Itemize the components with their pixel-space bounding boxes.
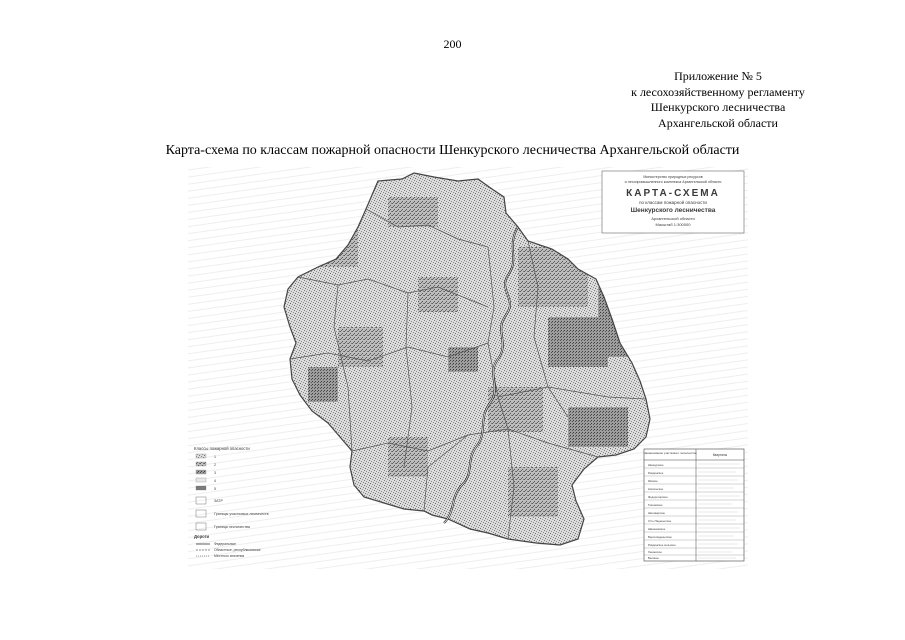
legend-swatch-3 [196,470,206,474]
stamp-org-line1: Министерство природных ресурсов [643,175,703,179]
legend-title: Классы пожарной опасности [194,446,250,451]
appendix-line-4: Архангельской области [658,115,778,130]
fire-hazard-map [188,167,748,569]
table-row-8: Усть-Паденьгское [648,519,672,523]
table-row-12: Ленинское [648,550,662,554]
legend-forestry-boundary: Граница лесничества [214,525,250,529]
table-row-13: Великое [648,556,659,560]
table-row-11: Ровдинское сельское [648,543,676,547]
legend-swatch-1 [196,454,206,458]
table-row-5: Федорогорское [648,495,668,499]
table-row-10: Верхопаденьгское [648,535,672,539]
district-table [644,449,744,561]
legend-road-federal: Федеральные [214,542,236,546]
table-row-9: Шахановское [648,527,666,531]
stamp-org-line2: и лесопромышленного комплекса Архангельской области [624,180,722,184]
stamp-forestry: Шенкурского лесничества [630,207,716,214]
appendix-note [603,69,833,131]
legend-class-5: 5 [214,487,216,491]
legend-class-2: 2 [214,463,216,467]
appendix-line-2: к лесохозяйственному регламенту [631,84,805,99]
legend-district-boundary: Границы участковых лесничеств [214,512,269,516]
table-row-6: Ткачевское [648,503,663,507]
map-stamp [602,171,744,233]
appendix-line-3: Шенкурского лесничества [650,100,786,114]
legend-class-1: 1 [214,455,216,459]
legend-swatch-4 [196,478,206,482]
legend-swatch-2 [196,462,206,466]
document-title: Карта-схема по классам пожарной опасности Шенкурского лесничества Архангельской области [165,143,740,158]
appendix-line-1: Приложение № 5 [674,69,762,83]
table-header-district: Наименование участкового лесничества [643,451,697,455]
table-row-1: Шенкурское [648,463,664,467]
legend-zatr: ЗАТР [214,499,223,503]
table-row-4: Никольское [648,487,664,491]
legend-class-3: 3 [214,471,216,475]
stamp-scale: Масштаб 1:300000 [655,222,691,227]
table-row-2: Ровдинское [648,471,664,475]
map-svg [188,167,748,569]
stamp-subtitle: по классам пожарной опасности [639,200,707,205]
page-number: 200 [443,37,462,51]
legend-class-4: 4 [214,479,216,483]
stamp-heading: КАРТА-СХЕМА [626,188,720,199]
legend-roads-title: Дороги [194,534,210,539]
table-row-3: Ямское [648,479,658,483]
table-row-7: Шеговарское [648,511,665,515]
stamp-region: Архангельской области [651,216,695,221]
table-header-quarters: Кварталы [712,453,728,457]
legend-swatch-5 [196,486,206,490]
legend-road-local: Местного значения [214,554,245,558]
legend-road-regional: Областные, республиканские [214,548,261,552]
